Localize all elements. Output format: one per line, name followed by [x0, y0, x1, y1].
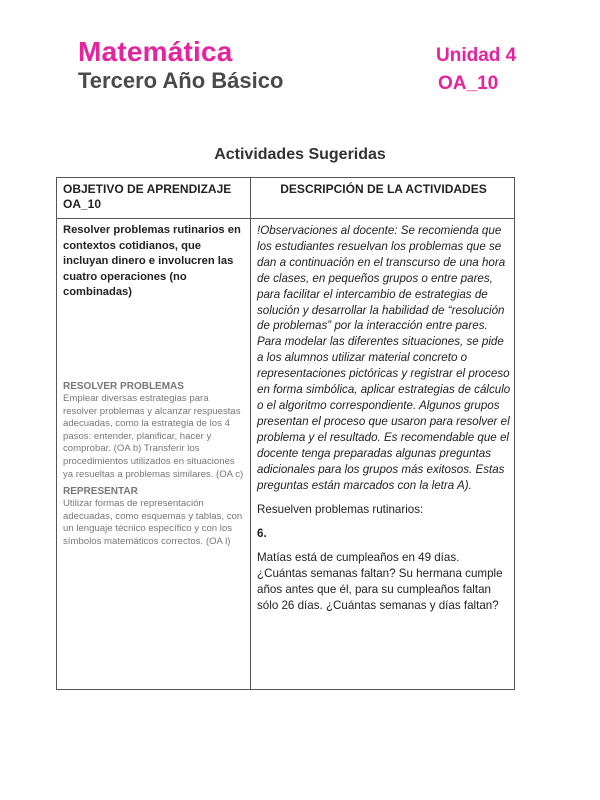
- grade-title: Tercero Año Básico: [78, 68, 284, 93]
- activity-intro: Resuelven problemas rutinarios:: [257, 503, 424, 517]
- problem-number: 6.: [257, 527, 267, 541]
- problem-text: Matías está de cumpleaños en 49 días. ¿Cuántas semanas faltan? Su hermana cumple años antes que él, para su cumpleaños faltan sólo 26 días. ¿Cuántas semanas y días faltan?: [257, 551, 503, 613]
- skill-text: Emplear diversas estrategias para resolver problemas y alcanzar respuestas adecuadas, como la estrategia de los 4 pasos: entender, planificar, hacer y comprobar. (OA b) Transferir los procedimientos utilizados en situaciones ya resueltas a problemas similares. (OA c): [63, 393, 244, 480]
- column-divider: [250, 178, 251, 689]
- learning-objective: Resolver problemas rutinarios en contextos cotidianos, que incluyan dinero e involucren las cuatro operaciones (no combinadas): [63, 224, 241, 298]
- header-divider: [57, 218, 514, 219]
- skill-title: REPRESENTAR: [63, 486, 138, 498]
- description-column-header: DESCRIPCIÓN DE LA ACTIVIDADES: [280, 182, 487, 196]
- skill-text: Utilizar formas de representación adecuadas, como esquemas y tablas, con un lenguaje técnico específico y con los símbolos matemáticos correctos. (OA l): [63, 498, 243, 547]
- skills-list: [63, 381, 245, 554]
- activities-table: [56, 177, 515, 690]
- section-title: Actividades Sugeridas: [214, 146, 386, 163]
- subject-title: Matemática: [78, 36, 233, 67]
- teacher-note: !Observaciones al docente: Se recomienda que los estudiantes resuelvan los problemas que se dan a continuación en el transcurso de una hora de clases, en pequeños grupos o entre pares, para facilitar el intercambio de estrategias de solución y desarrollar la habilidad de “resolución de problemas” por la interacción entre pares. Para modelar las diferentes situaciones, se pide a los alumnos utilizar material concreto o representaciones pictóricas y registrar el proceso en forma simbólica, aplicar estrategias de cálculo o el algoritmo correspondiente. Algunos grupos presentan el proceso que usaron para resolver el problema y el resultado. Es recomendable que el docente tenga preparadas algunas preguntas adicionales para los grupos más exitosos. Estas preguntas están marcados con la letra A).: [257, 224, 511, 492]
- activity-description: [257, 223, 512, 614]
- oa-code-label: OA_10: [438, 73, 499, 94]
- skill-title: RESOLVER PROBLEMAS: [63, 381, 184, 392]
- objective-column-header: OBJETIVO DE APRENDIZAJE OA_10: [63, 182, 232, 211]
- unit-label: Unidad 4: [436, 45, 517, 66]
